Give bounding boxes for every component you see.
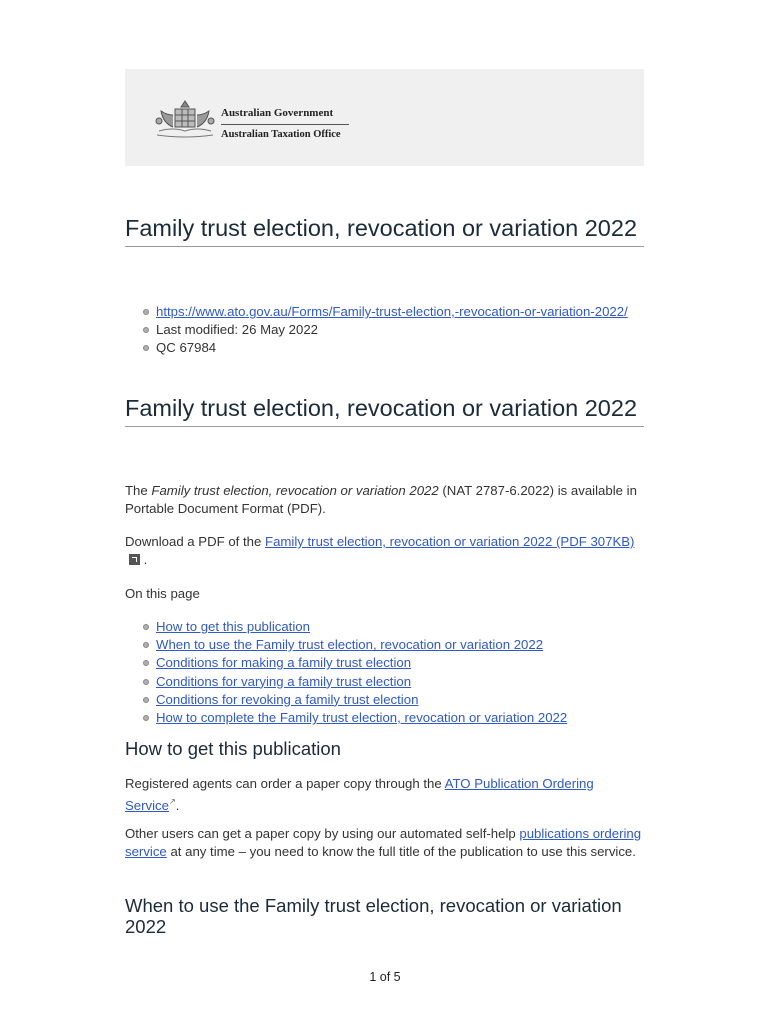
page-number: 1 of 5: [369, 970, 401, 984]
download-text-end: .: [140, 552, 148, 568]
download-paragraph: [125, 533, 645, 569]
government-wordmark: [221, 107, 349, 141]
list-item: Last modified: 26 May 2022: [140, 321, 630, 339]
download-text: Download a PDF of the: [125, 534, 266, 549]
page-title: Family trust election, revocation or variation 2022: [125, 214, 644, 247]
intro-publication-name: Family trust election, revocation or variation 2022: [151, 483, 439, 498]
toc-link-conditions-revoking[interactable]: Conditions for revoking a family trust election: [156, 691, 419, 707]
ato-publication-ordering-link[interactable]: ATO Publication Ordering Service: [125, 776, 594, 814]
section-heading-how-to-get: How to get this publication: [125, 738, 341, 759]
toc-item: [140, 673, 640, 691]
toc-item: [140, 636, 640, 654]
list-item: QC 67984: [140, 339, 630, 357]
intro-text-end: (NAT 2787-6.2022) is available in Portable Document Format (PDF).: [125, 483, 637, 517]
section-heading-when-to-use: When to use the Family trust election, revocation or variation 2022: [125, 895, 622, 937]
others-paragraph: [125, 825, 645, 861]
on-this-page-label: On this page: [125, 586, 200, 601]
toc-item: [140, 654, 640, 672]
download-pdf-link[interactable]: Family trust election, revocation or variation 2022 (PDF 307KB): [265, 534, 635, 549]
toc-link-when-to-use[interactable]: When to use the Family trust election, revocation or variation 2022: [156, 637, 544, 653]
toc-item: [140, 709, 640, 727]
external-link-icon: ↗: [168, 797, 176, 807]
intro-paragraph: [125, 482, 645, 518]
coat-of-arms-icon: [153, 97, 217, 139]
list-item: [140, 303, 630, 321]
content-title: Family trust election, revocation or variation 2022: [125, 394, 644, 427]
header-banner: [125, 69, 644, 166]
download-icon[interactable]: [129, 554, 140, 565]
toc-link-how-to-complete[interactable]: How to complete the Family trust election, revocation or variation 2022: [156, 710, 568, 726]
intro-text: The: [125, 483, 152, 498]
toc-link-conditions-making[interactable]: Conditions for making a family trust election: [156, 655, 412, 671]
agents-text: Registered agents can order a paper copy through the: [125, 776, 445, 791]
agents-text-end: .: [175, 798, 180, 814]
toc-item: [140, 691, 640, 709]
agents-paragraph: [125, 775, 645, 815]
toc-item: [140, 618, 640, 636]
header-line1: Australian Government: [221, 107, 349, 125]
others-text: Other users can get a paper copy by using our automated self-help: [125, 826, 520, 841]
toc-link-how-to-get[interactable]: How to get this publication: [156, 619, 310, 634]
table-of-contents: [140, 618, 640, 727]
publications-ordering-service-link[interactable]: publications ordering service: [125, 826, 642, 860]
others-text-end: at any time – you need to know the full title of the publication to use this service.: [166, 844, 636, 860]
source-url-link[interactable]: https://www.ato.gov.au/Forms/Family-trust-election,-revocation-or-variation-2022/: [156, 304, 628, 319]
meta-list: [140, 303, 630, 358]
header-line2: Australian Taxation Office: [221, 129, 341, 140]
toc-link-conditions-varying[interactable]: Conditions for varying a family trust election: [156, 673, 412, 689]
